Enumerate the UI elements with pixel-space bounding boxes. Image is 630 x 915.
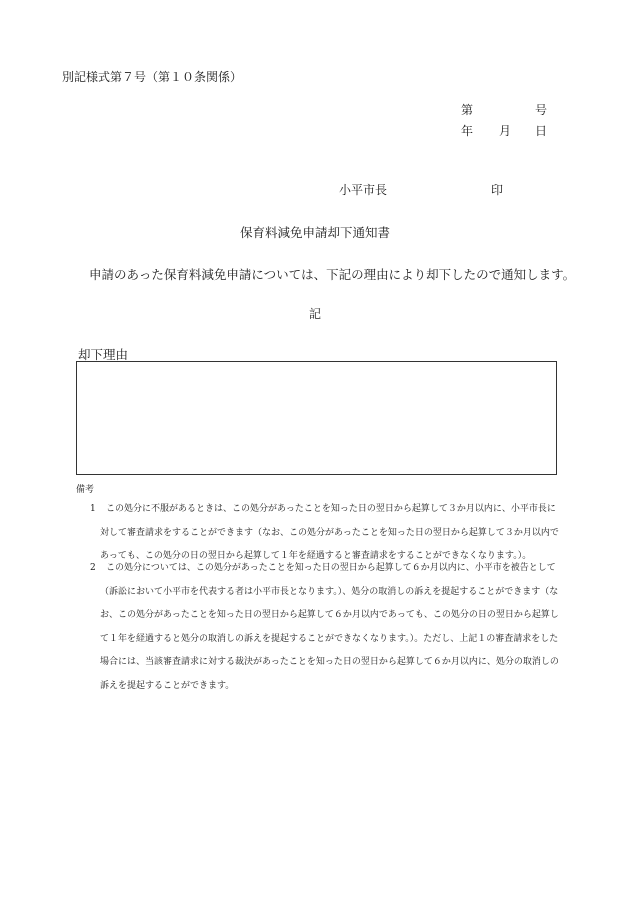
remark-line: あっても、この処分の日の翌日から起算して１年を経過すると審査請求をすることができなくなります。）。 [100,551,532,561]
reason-label: 却下理由 [78,347,129,362]
remark-line: （訴訟において小平市を代表する者は小平市長となります。）、処分の取消しの訴えを提起することができます（な [100,586,559,597]
date-month: 月 [499,124,512,138]
reason-box [76,361,557,475]
ki-heading: 記 [308,307,321,321]
remark-line: この処分に不服があるときは、この処分があったことを知った日の翌日から起算して３か月以内に、小平市長に [106,504,556,514]
form-number: 別記様式第７号（第１０条関係） [62,70,243,84]
intro-text: 申請のあった保育料減免申請については、下記の理由により却下したので通知します。 [89,267,576,282]
issuer-name: 小平市長 [339,183,388,197]
remark-line: この処分については、この処分があったことを知った日の翌日から起算して６か月以内に、小平市を被告として [106,563,556,573]
remark-line: 場合には、当該審査請求に対する裁決があったことを知った日の翌日から起算して６か月以内に、処分の取消しの [100,657,559,667]
document-number-suffix: 号 [535,103,548,117]
remark-number: 2 [90,563,96,573]
remark-line: お、この処分があったことを知った日の翌日から起算して６か月以内であっても、この処分の日の翌日から起算し [100,610,559,620]
remark-line: て１年を経過すると処分の取消しの訴えを提起することができなくなります。）。ただし、上記１の審査請求をした [100,633,559,644]
remark-number: 1 [90,504,96,514]
remark-line: 対して審査請求をすることができます（なお、この処分があったことを知った日の翌日から起算して３か月以内で [100,527,559,538]
document-number-prefix: 第 [461,103,474,117]
document-title: 保育料減免申請却下通知書 [239,225,390,240]
document-number [461,101,551,117]
remark-text [100,557,559,698]
issue-date [461,122,551,138]
seal-mark: 印 [491,183,504,197]
remarks-title: 備考 [76,485,95,495]
date-day: 日 [535,124,548,138]
date-year: 年 [461,124,474,138]
remark-line: 訴えを提起することができます。 [100,680,235,691]
